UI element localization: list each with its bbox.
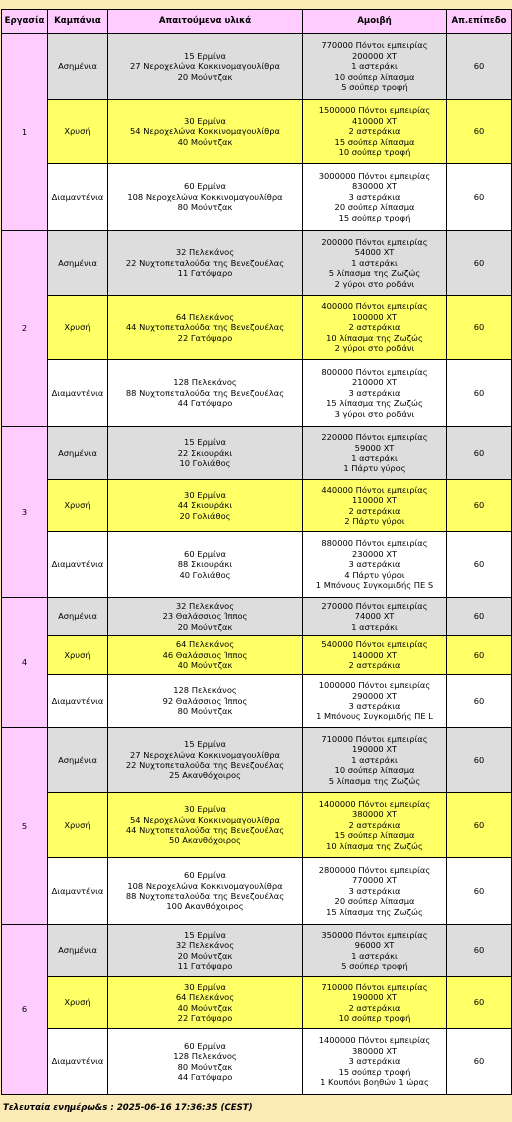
reward-item: 2 αστεράκια [348, 322, 401, 333]
reward-item: 770000 Πόντοι εμπειρίας [321, 40, 428, 51]
material-item: 46 Θαλάσσιος Ίππος [162, 649, 248, 660]
required-level: 60 [447, 100, 512, 164]
reward-item: 400000 Πόντοι εμπειρίας [321, 301, 428, 312]
reward-item: 290000 XT [352, 690, 397, 701]
materials-cell [108, 532, 303, 598]
task-number: 2 [2, 231, 48, 427]
campaign-tier: Ασημένια [48, 598, 108, 636]
table-row [2, 793, 512, 858]
reward-item: 1 αστεράκι [351, 61, 398, 72]
campaign-tier: Διαμαντένια [48, 360, 108, 427]
reward-item: 2 γύροι στο ροδάνι [334, 278, 415, 289]
reward-item: 20 σούπερ λίπασμα [334, 202, 415, 213]
reward-cell [303, 34, 447, 100]
material-item: 108 Νεροχελώνα Κοκκινομαγουλίθρα [127, 191, 283, 202]
reward-item: 1 αστεράκι [351, 621, 398, 632]
table-row [2, 858, 512, 925]
reward-item: 110000 XT [352, 495, 397, 506]
material-item: 54 Νεροχελώνα Κοκκινομαγουλίθρα [130, 126, 280, 137]
required-level: 60 [447, 164, 512, 231]
reward-item: 5 σούπερ τροφή [341, 960, 408, 971]
table-row [2, 296, 512, 360]
reward-item: 10 σούπερ τροφή [338, 1012, 411, 1023]
reward-cell [303, 1029, 447, 1095]
reward-cell [303, 636, 447, 675]
required-level: 60 [447, 598, 512, 636]
campaign-tier: Ασημένια [48, 925, 108, 977]
header-materials: Απαιτούμενα υλικά [108, 10, 303, 34]
reward-item: 1400000 Πόντοι εμπειρίας [318, 1035, 431, 1046]
material-item: 22 Νυχτοπεταλούδα της Βενεζουέλας [125, 760, 285, 770]
task-number: 4 [2, 598, 48, 728]
reward-item: 220000 Πόντοι εμπειρίας [321, 432, 428, 443]
reward-item: 3 αστεράκια [348, 387, 401, 398]
reward-item: 1 Μπόνους Συγκομιδής ΠΕ L [316, 711, 433, 722]
reward-item: 15 σούπερ τροφή [338, 1066, 411, 1077]
material-item: 88 Σκιουράκι [177, 559, 233, 570]
reward-item: 2 αστεράκια [348, 1002, 401, 1013]
material-item: 25 Ακανθόχοιρος [169, 770, 241, 781]
table-row [2, 480, 512, 532]
material-item: 40 Μούντζακ [177, 1002, 233, 1013]
required-level: 60 [447, 1029, 512, 1095]
material-item: 32 Πελεκάνος [175, 247, 235, 258]
reward-item: 1 αστεράκι [351, 453, 398, 463]
header-campaign: Καμπάνια [48, 10, 108, 34]
table-row [2, 427, 512, 480]
material-item: 20 Γολιάθος [179, 510, 231, 521]
reward-item: 1500000 Πόντοι εμπειρίας [318, 105, 431, 116]
task-number: 6 [2, 925, 48, 1095]
reward-item: 380000 XT [352, 1045, 397, 1056]
required-level: 60 [447, 532, 512, 598]
required-level: 60 [447, 231, 512, 296]
reward-item: 830000 XT [352, 181, 397, 192]
reward-item: 2 γύροι στο ροδάνι [334, 343, 415, 354]
reward-cell [303, 427, 447, 480]
reward-item: 2 Πάρτυ γύροι [344, 515, 405, 526]
material-item: 54 Νεροχελώνα Κοκκινομαγουλίθρα [130, 814, 280, 825]
material-item: 22 Γατόψαρο [177, 1012, 233, 1023]
table-row [2, 231, 512, 296]
reward-item: 3 γύροι στο ροδάνι [334, 408, 415, 419]
material-item: 11 Γατόψαρο [177, 268, 233, 279]
reward-item: 100000 XT [352, 311, 397, 322]
reward-item: 10 λίπασμα της Ζωζώς [326, 840, 423, 851]
task-number: 5 [2, 728, 48, 925]
materials-cell [108, 977, 303, 1029]
required-level: 60 [447, 977, 512, 1029]
required-level: 60 [447, 636, 512, 675]
reward-item: 3 αστεράκια [348, 885, 401, 896]
material-item: 128 Πελεκάνος [173, 685, 237, 696]
table-row [2, 164, 512, 231]
reward-item: 1 αστεράκι [351, 950, 398, 961]
header-task: Εργασία [2, 10, 48, 34]
material-item: 20 Μούντζακ [177, 71, 233, 82]
reward-item: 1400000 Πόντοι εμπειρίας [318, 798, 431, 809]
material-item: 60 Ερμίνα [184, 548, 226, 559]
campaign-tier: Χρυσή [48, 636, 108, 675]
reward-item: 15 λίπασμα της Ζωζώς [326, 398, 423, 409]
reward-item: 15 σούπερ τροφή [338, 212, 411, 223]
materials-cell [108, 296, 303, 360]
required-level: 60 [447, 793, 512, 858]
material-item: 15 Ερμίνα [184, 739, 226, 750]
material-item: 64 Πελεκάνος [175, 992, 235, 1003]
materials-cell [108, 598, 303, 636]
reward-item: 5 λίπασμα της Ζωζώς [328, 775, 421, 786]
reward-item: 59000 XT [354, 442, 395, 453]
reward-item: 5 σούπερ τροφή [341, 82, 408, 93]
table-row [2, 1029, 512, 1095]
material-item: 15 Ερμίνα [184, 437, 226, 448]
material-item: 80 Μούντζακ [177, 706, 233, 717]
table-row [2, 598, 512, 636]
reward-item: 270000 Πόντοι εμπειρίας [321, 600, 428, 611]
material-item: 88 Νυχτοπεταλούδα της Βενεζουέλας [125, 891, 285, 901]
materials-cell [108, 793, 303, 858]
materials-cell [108, 728, 303, 793]
materials-cell [108, 636, 303, 675]
material-item: 44 Νυχτοπεταλούδα της Βενεζουέλας [125, 825, 285, 835]
reward-item: 3 αστεράκια [348, 1056, 401, 1067]
reward-cell [303, 728, 447, 793]
task-number: 1 [2, 34, 48, 231]
material-item: 30 Ερμίνα [184, 115, 226, 126]
reward-item: 10 σούπερ λίπασμα [334, 71, 415, 82]
material-item: 50 Ακανθόχοιρος [169, 835, 241, 846]
material-item: 44 Γατόψαρο [177, 1071, 233, 1082]
material-item: 64 Πελεκάνος [175, 311, 235, 322]
reward-item: 1000000 Πόντοι εμπειρίας [318, 680, 431, 691]
campaign-tier: Χρυσή [48, 977, 108, 1029]
table-row [2, 728, 512, 793]
material-item: 44 Νυχτοπεταλούδα της Βενεζουέλας [125, 322, 285, 333]
reward-item: 1 Κουπόνι βοηθών 1 ώρας [320, 1077, 429, 1088]
reward-item: 3 αστεράκια [348, 701, 401, 711]
table-row [2, 532, 512, 598]
campaign-tier: Ασημένια [48, 231, 108, 296]
table-row [2, 100, 512, 164]
reward-item: 800000 Πόντοι εμπειρίας [321, 366, 428, 377]
reward-cell [303, 360, 447, 427]
material-item: 15 Ερμίνα [184, 50, 226, 61]
material-item: 40 Μούντζακ [177, 660, 233, 671]
materials-cell [108, 360, 303, 427]
material-item: 100 Ακανθόχοιρος [166, 901, 244, 912]
reward-item: 15 σούπερ λίπασμα [334, 830, 415, 841]
reward-cell [303, 925, 447, 977]
table-row [2, 675, 512, 728]
reward-item: 3 αστεράκια [348, 559, 401, 570]
material-item: 80 Μούντζακ [177, 1061, 233, 1072]
material-item: 60 Ερμίνα [184, 181, 226, 192]
required-level: 60 [447, 925, 512, 977]
reward-cell [303, 231, 447, 296]
reward-item: 10 λίπασμα της Ζωζώς [326, 332, 423, 343]
header-level: Απ.επίπεδο [447, 10, 512, 34]
reward-cell [303, 858, 447, 925]
reward-item: 200000 Πόντοι εμπειρίας [321, 236, 428, 247]
reward-item: 140000 XT [352, 649, 397, 660]
reward-item: 210000 XT [352, 377, 397, 388]
campaign-tier: Διαμαντένια [48, 164, 108, 231]
campaign-tier: Ασημένια [48, 427, 108, 480]
reward-item: 440000 Πόντοι εμπειρίας [321, 484, 428, 495]
material-item: 32 Πελεκάνος [175, 600, 235, 611]
reward-item: 770000 XT [352, 875, 397, 886]
material-item: 32 Πελεκάνος [175, 940, 235, 951]
reward-cell [303, 675, 447, 728]
reward-item: 20 σούπερ λίπασμα [334, 896, 415, 907]
reward-item: 410000 XT [352, 115, 397, 126]
material-item: 20 Μούντζακ [177, 950, 233, 961]
material-item: 22 Γατόψαρο [177, 332, 233, 343]
material-item: 22 Νυχτοπεταλούδα της Βενεζουέλας [125, 257, 285, 268]
required-level: 60 [447, 675, 512, 728]
material-item: 80 Μούντζακ [177, 202, 233, 213]
required-level: 60 [447, 728, 512, 793]
reward-cell [303, 532, 447, 598]
materials-cell [108, 675, 303, 728]
material-item: 11 Γατόψαρο [177, 960, 233, 971]
material-item: 108 Νεροχελώνα Κοκκινομαγουλίθρα [127, 880, 283, 891]
campaign-tier: Χρυσή [48, 296, 108, 360]
reward-item: 2 αστεράκια [348, 819, 401, 830]
reward-item: 380000 XT [352, 809, 397, 820]
table-row [2, 360, 512, 427]
reward-item: 4 Πάρτυ γύροι [344, 569, 405, 580]
material-item: 64 Πελεκάνος [175, 639, 235, 650]
reward-cell [303, 296, 447, 360]
reward-item: 2 αστεράκια [348, 126, 401, 137]
reward-item: 1 αστεράκι [351, 754, 398, 765]
campaign-tier: Ασημένια [48, 34, 108, 100]
materials-cell [108, 858, 303, 925]
reward-item: 54000 XT [354, 247, 395, 258]
reward-item: 880000 Πόντοι εμπειρίας [321, 538, 428, 549]
campaign-tier: Χρυσή [48, 100, 108, 164]
material-item: 44 Σκιουράκι [177, 500, 233, 511]
reward-item: 1 Μπόνους Συγκομιδής ΠΕ S [315, 580, 434, 591]
header-reward: Αμοιβή [303, 10, 447, 34]
material-item: 40 Μούντζακ [177, 136, 233, 147]
material-item: 22 Σκιουράκι [177, 447, 233, 458]
campaign-tier: Χρυσή [48, 793, 108, 858]
required-level: 60 [447, 360, 512, 427]
reward-item: 710000 Πόντοι εμπειρίας [321, 733, 428, 744]
material-item: 15 Ερμίνα [184, 929, 226, 940]
reward-cell [303, 598, 447, 636]
reward-item: 710000 Πόντοι εμπειρίας [321, 981, 428, 992]
materials-cell [108, 925, 303, 977]
materials-cell [108, 480, 303, 532]
material-item: 10 Γολιάθος [179, 458, 231, 469]
reward-cell [303, 164, 447, 231]
reward-item: 1 αστεράκι [351, 257, 398, 268]
material-item: 88 Νυχτοπεταλούδα της Βενεζουέλας [125, 387, 285, 398]
material-item: 30 Ερμίνα [184, 981, 226, 992]
campaign-tier: Χρυσή [48, 480, 108, 532]
material-item: 44 Γατόψαρο [177, 398, 233, 409]
material-item: 30 Ερμίνα [184, 489, 226, 500]
reward-item: 10 σούπερ λίπασμα [334, 765, 415, 776]
reward-item: 190000 XT [352, 992, 397, 1003]
material-item: 27 Νεροχελώνα Κοκκινομαγουλίθρα [130, 61, 280, 72]
reward-item: 5 λίπασμα της Ζωζώς [328, 268, 421, 279]
campaign-tier: Διαμαντένια [48, 532, 108, 598]
required-level: 60 [447, 34, 512, 100]
reward-cell [303, 977, 447, 1029]
reward-item: 2800000 Πόντοι εμπειρίας [318, 864, 431, 875]
reward-item: 200000 XT [352, 50, 397, 61]
reward-cell [303, 100, 447, 164]
material-item: 23 Θαλάσσιος Ίππος [162, 611, 248, 622]
table-row [2, 977, 512, 1029]
quest-table [1, 9, 512, 1095]
materials-cell [108, 34, 303, 100]
campaign-tier: Ασημένια [48, 728, 108, 793]
material-item: 30 Ερμίνα [184, 804, 226, 815]
material-item: 20 Μούντζακ [177, 621, 233, 632]
material-item: 60 Ερμίνα [184, 870, 226, 881]
table-header-row [2, 10, 512, 34]
reward-item: 15 λίπασμα της Ζωζώς [326, 906, 423, 917]
material-item: 60 Ερμίνα [184, 1040, 226, 1051]
campaign-tier: Διαμαντένια [48, 675, 108, 728]
reward-item: 540000 Πόντοι εμπειρίας [321, 639, 428, 650]
task-number: 3 [2, 427, 48, 598]
reward-item: 3 αστεράκια [348, 191, 401, 202]
required-level: 60 [447, 427, 512, 480]
material-item: 92 Θαλάσσιος Ίππος [162, 695, 248, 706]
last-updated: Τελευταία ενημέρω&s : 2025-06-16 17:36:35 (CEST) [3, 1103, 253, 1113]
reward-item: 10 σούπερ τροφή [338, 147, 411, 158]
required-level: 60 [447, 858, 512, 925]
material-item: 27 Νεροχελώνα Κοκκινομαγουλίθρα [130, 749, 280, 760]
campaign-tier: Διαμαντένια [48, 858, 108, 925]
reward-item: 2 αστεράκια [348, 505, 401, 516]
reward-item: 350000 Πόντοι εμπειρίας [321, 929, 428, 940]
reward-item: 1 Πάρτυ γύρος [343, 463, 406, 474]
table-body [2, 34, 512, 1095]
reward-item: 15 σούπερ λίπασμα [334, 136, 415, 147]
material-item: 128 Πελεκάνος [173, 1051, 237, 1062]
reward-cell [303, 793, 447, 858]
material-item: 128 Πελεκάνος [173, 377, 237, 388]
reward-item: 2 αστεράκια [348, 660, 401, 671]
table-row [2, 925, 512, 977]
reward-item: 74000 XT [354, 611, 395, 622]
table-row [2, 636, 512, 675]
reward-item: 230000 XT [352, 548, 397, 559]
materials-cell [108, 164, 303, 231]
required-level: 60 [447, 296, 512, 360]
reward-item: 3000000 Πόντοι εμπειρίας [318, 170, 431, 181]
materials-cell [108, 1029, 303, 1095]
campaign-tier: Διαμαντένια [48, 1029, 108, 1095]
reward-item: 96000 XT [354, 940, 395, 951]
table-row [2, 34, 512, 100]
materials-cell [108, 231, 303, 296]
materials-cell [108, 427, 303, 480]
required-level: 60 [447, 480, 512, 532]
material-item: 40 Γολιάθος [179, 569, 231, 580]
reward-item: 190000 XT [352, 744, 397, 755]
reward-cell [303, 480, 447, 532]
materials-cell [108, 100, 303, 164]
